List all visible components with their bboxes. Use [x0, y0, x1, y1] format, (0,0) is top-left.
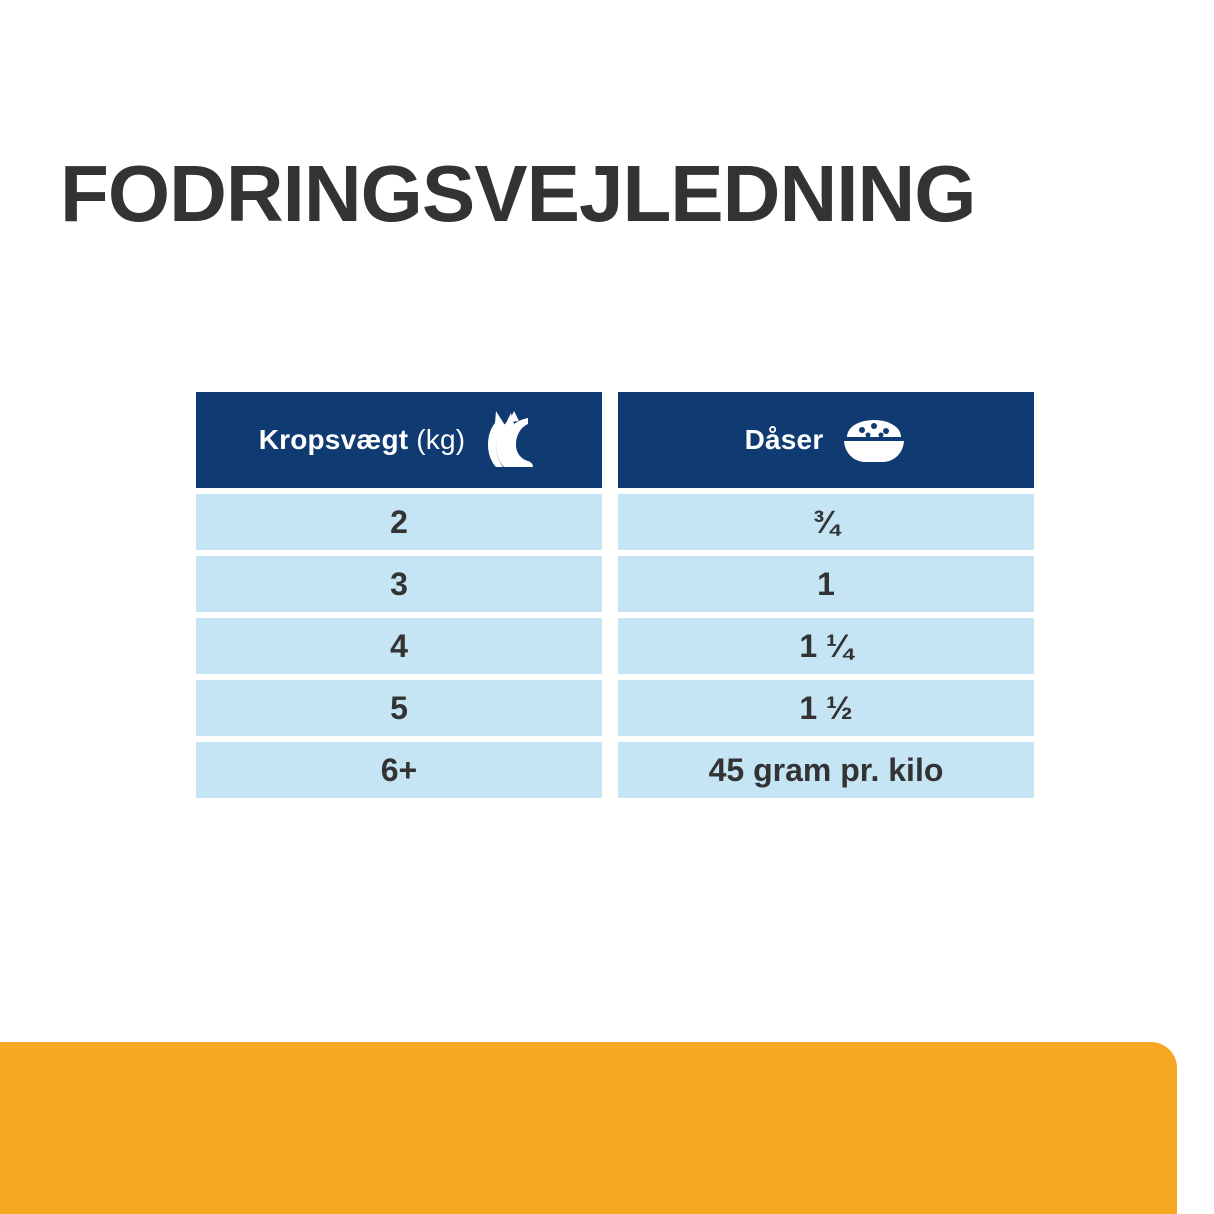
bottom-accent-band	[0, 1042, 1177, 1214]
cell-bodyweight: 2	[196, 494, 602, 550]
table-header-row	[196, 392, 1034, 488]
food-bowl-icon	[841, 415, 907, 465]
cell-bodyweight: 5	[196, 680, 602, 736]
table-header-cans	[618, 392, 1034, 488]
cell-cans: 1 ¼	[618, 618, 1034, 674]
table-row	[196, 494, 1034, 550]
table-header-cans-label: Dåser	[744, 424, 824, 455]
feeding-guide-table	[196, 392, 1034, 798]
cell-cans: ¾	[618, 494, 1034, 550]
table-row	[196, 680, 1034, 736]
table-row	[196, 742, 1034, 798]
table-header-bodyweight-label: Kropsvægt (kg)	[258, 424, 466, 455]
cell-cans: 1 ½	[618, 680, 1034, 736]
table-header-bodyweight	[196, 392, 602, 488]
cell-cans: 45 gram pr. kilo	[618, 742, 1034, 798]
cell-bodyweight: 3	[196, 556, 602, 612]
cat-icon	[483, 409, 539, 471]
cell-cans: 1	[618, 556, 1034, 612]
cell-bodyweight: 6+	[196, 742, 602, 798]
cell-bodyweight: 4	[196, 618, 602, 674]
page-title: FODRINGSVEJLEDNING	[60, 149, 976, 238]
table-row	[196, 556, 1034, 612]
table-row	[196, 618, 1034, 674]
